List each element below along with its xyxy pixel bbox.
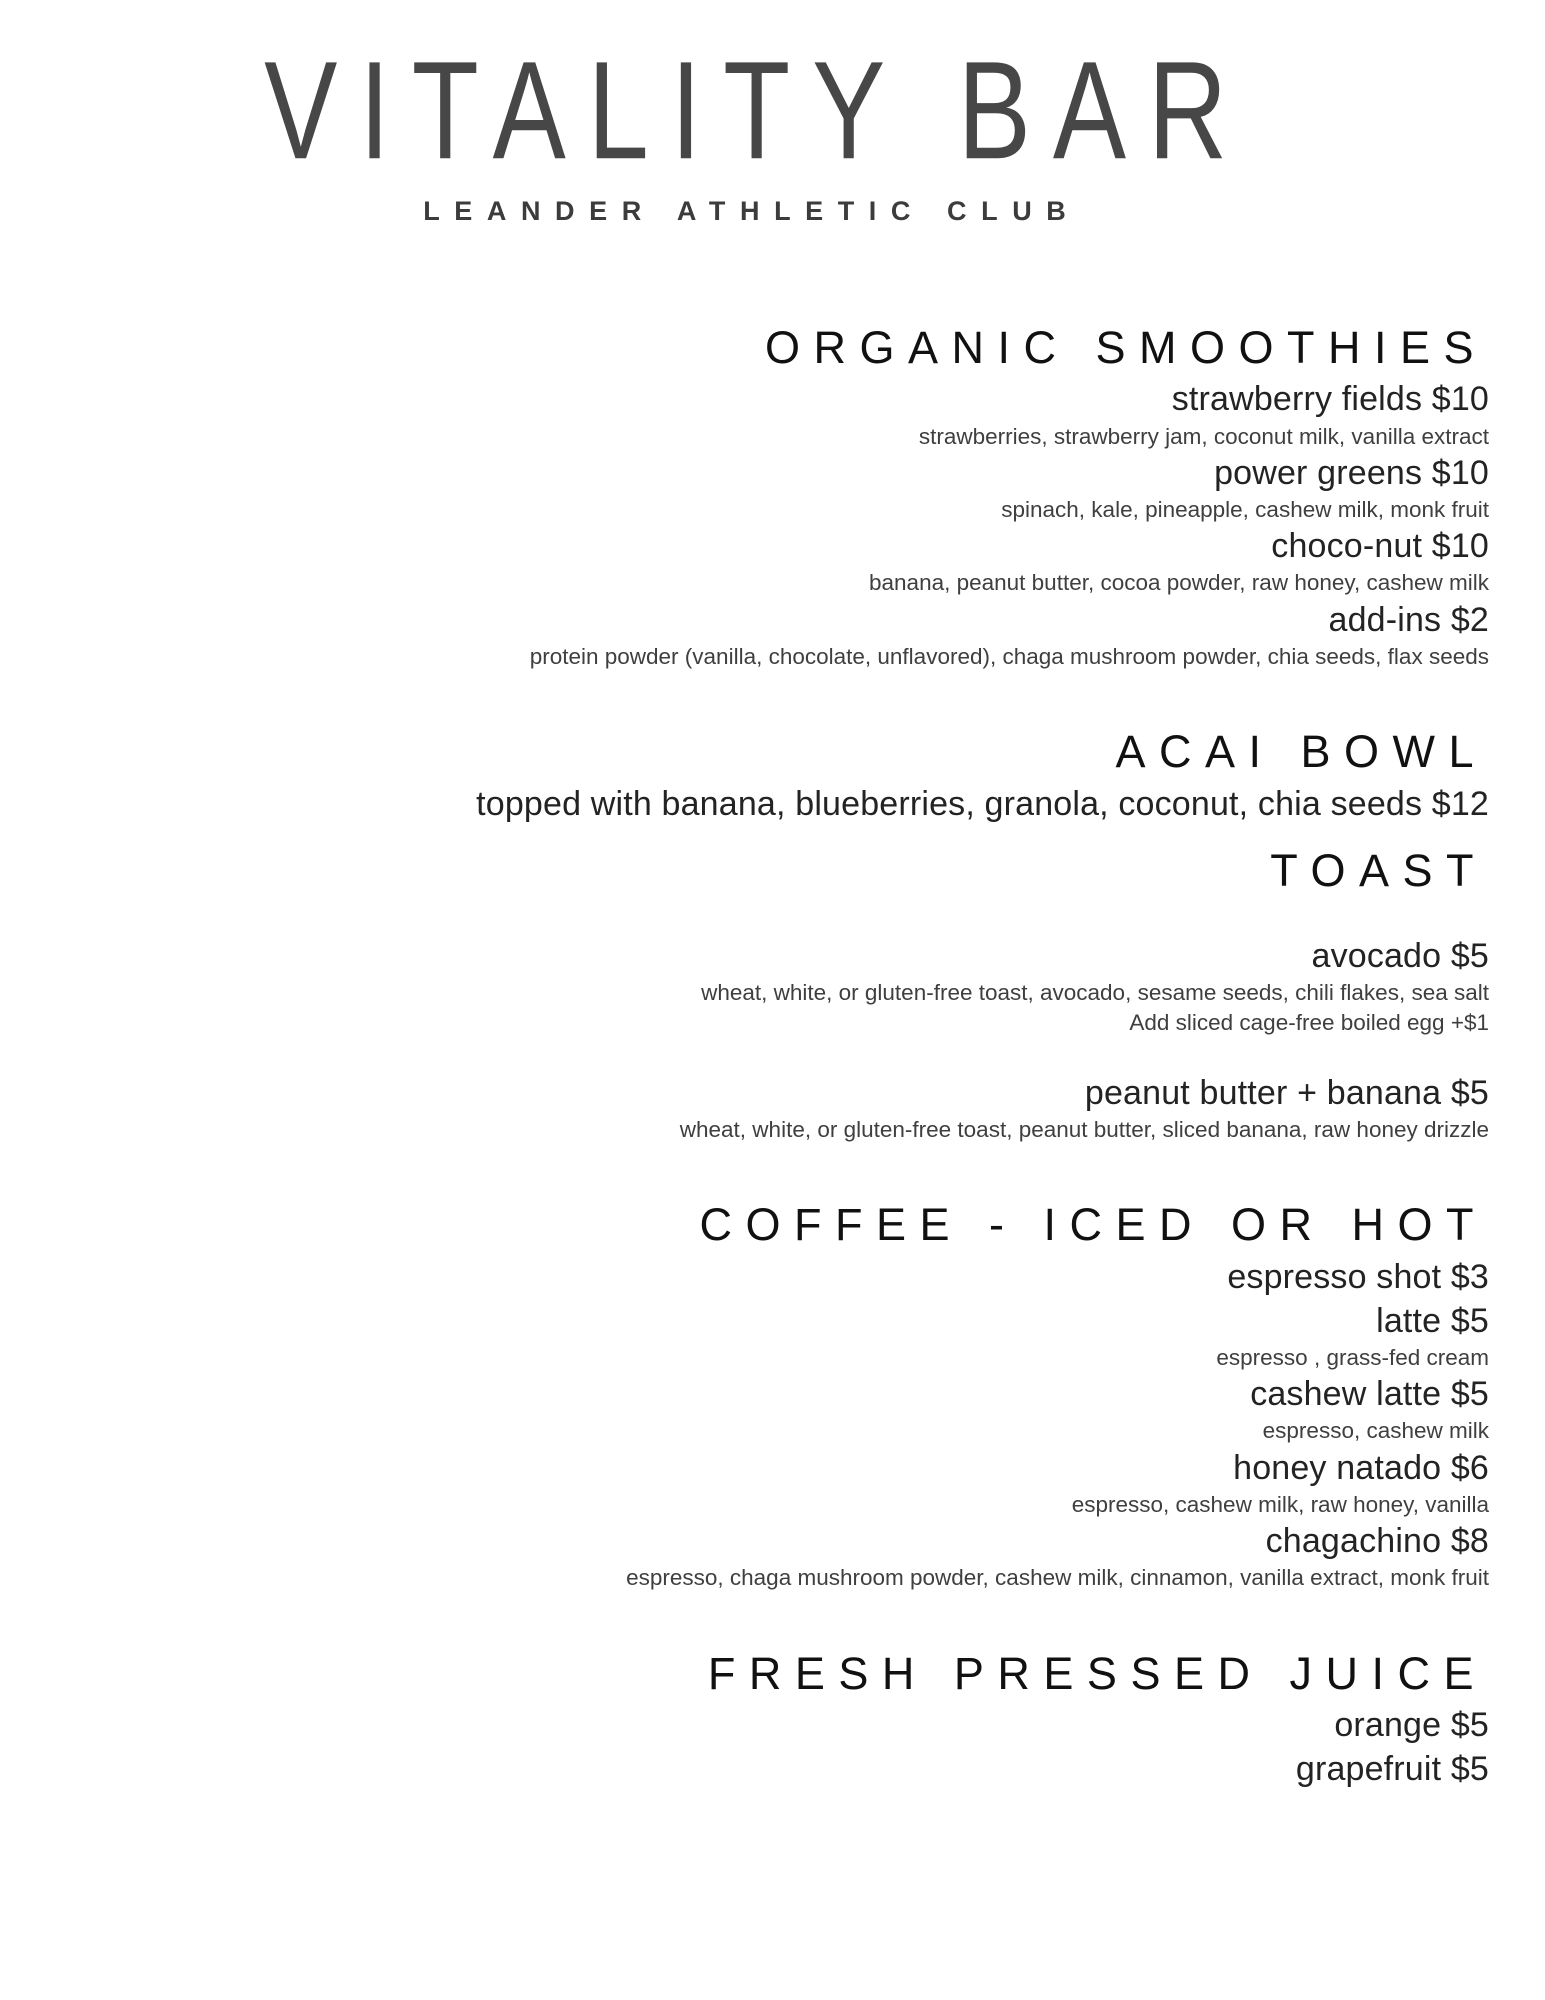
- item-name: strawberry fields $10: [1171, 380, 1489, 419]
- menu-item: [0, 451, 1489, 524]
- item-description-extra: Add sliced cage-free boiled egg +$1: [1129, 1009, 1489, 1035]
- menu-item: [0, 1071, 1489, 1144]
- item-name: avocado $5: [1311, 937, 1489, 976]
- item-description: wheat, white, or gluten-free toast, avocado, sesame seeds, chili flakes, sea salt: [701, 980, 1489, 1006]
- menu-item: [0, 1703, 1489, 1747]
- menu-item: [0, 377, 1489, 450]
- item-name: peanut butter + banana $5: [1084, 1073, 1489, 1112]
- item-name: cashew latte $5: [1250, 1375, 1489, 1414]
- menu-item: [0, 1255, 1489, 1299]
- section-organic-smoothies: [0, 323, 1489, 671]
- menu-item: [0, 598, 1489, 671]
- menu-item: [0, 782, 1489, 826]
- menu-item: [0, 1446, 1489, 1519]
- item-description: espresso, chaga mushroom powder, cashew milk, cinnamon, vanilla extract, monk fruit: [626, 1565, 1489, 1591]
- menu-item: [0, 524, 1489, 597]
- menu-item: [0, 1747, 1489, 1791]
- section-title: ACAI BOWL: [1115, 726, 1487, 778]
- item-name: chagachino $8: [1265, 1522, 1489, 1561]
- brand-subtitle: LEANDER ATHLETIC CLUB: [423, 196, 1081, 226]
- section-fresh-pressed-juice: [0, 1649, 1489, 1792]
- spacer: [0, 826, 1489, 846]
- spacer: [0, 1037, 1489, 1071]
- item-description: espresso , grass-fed cream: [1216, 1345, 1489, 1370]
- item-name: latte $5: [1376, 1301, 1489, 1340]
- menu-item: [0, 1299, 1489, 1372]
- menu-item: [0, 1372, 1489, 1445]
- item-description: wheat, white, or gluten-free toast, peanut butter, sliced banana, raw honey drizzle: [679, 1116, 1489, 1142]
- item-name: espresso shot $3: [1227, 1257, 1489, 1296]
- item-description: espresso, cashew milk, raw honey, vanilla: [1071, 1491, 1489, 1517]
- item-description: banana, peanut butter, cocoa powder, raw honey, cashew milk: [869, 570, 1489, 596]
- item-name: choco-nut $10: [1271, 527, 1489, 566]
- spacer: [0, 1144, 1489, 1200]
- spacer: [0, 1593, 1489, 1649]
- item-name: grapefruit $5: [1295, 1750, 1489, 1789]
- masthead: [0, 0, 1489, 227]
- item-description: spinach, kale, pineapple, cashew milk, monk fruit: [1001, 497, 1489, 523]
- item-name: honey natado $6: [1233, 1448, 1489, 1487]
- menu-item: [0, 1519, 1489, 1592]
- menu-item: [0, 934, 1489, 1037]
- item-name: add-ins $2: [1328, 600, 1489, 639]
- item-description: strawberries, strawberry jam, coconut milk, vanilla extract: [918, 423, 1489, 449]
- section-title: COFFEE - ICED OR HOT: [699, 1199, 1487, 1251]
- item-name: power greens $10: [1214, 453, 1489, 492]
- section-title: TOAST: [1270, 844, 1487, 896]
- item-name: topped with banana, blueberries, granola, coconut, chia seeds $12: [476, 784, 1489, 823]
- menu-body: [0, 323, 1489, 1791]
- item-description: espresso, cashew milk: [1262, 1418, 1489, 1444]
- brand-title: VITALITY BAR: [263, 33, 1249, 189]
- spacer: [0, 671, 1489, 727]
- section-toast: [0, 846, 1489, 1145]
- section-title: FRESH PRESSED JUICE: [707, 1647, 1487, 1699]
- spacer: [0, 900, 1489, 934]
- section-title: ORGANIC SMOOTHIES: [764, 322, 1487, 373]
- item-name: orange $5: [1334, 1705, 1489, 1744]
- section-coffee: [0, 1200, 1489, 1592]
- item-description: protein powder (vanilla, chocolate, unflavored), chaga mushroom powder, chia seeds, flax seeds: [529, 643, 1489, 669]
- section-acai-bowl: [0, 727, 1489, 826]
